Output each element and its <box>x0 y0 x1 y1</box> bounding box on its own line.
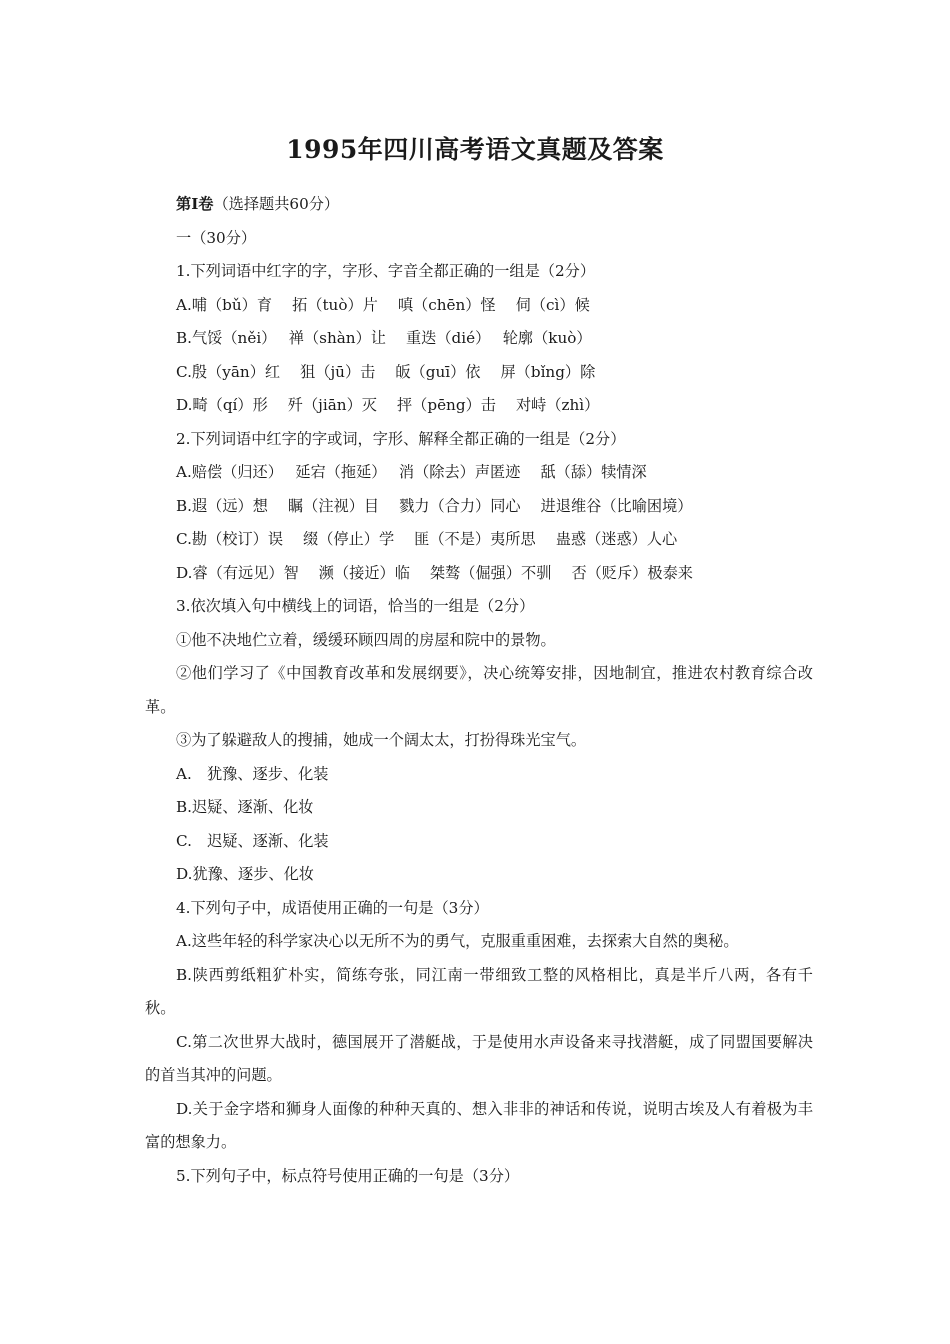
q5-stem: 5.下列句子中，标点符号使用正确的一句是（3分） <box>176 1166 520 1185</box>
q3-sentence-2: ②他们学习了《中国教育改革和发展纲要》，决心统筹安排，因地制宜，推进农村教育综合改革。 <box>145 664 813 716</box>
q2-stem: 2.下列词语中红字的字或词，字形、解释全都正确的一组是（2分） <box>176 429 626 448</box>
q2-option-c: C.勘（校订）误 缀（停止）学 匪（不是）夷所思 蛊惑（迷惑）人心 <box>176 530 678 548</box>
q3-option-b: B.迟疑、逐渐、化妆 <box>176 798 314 816</box>
q2-option-b: B.遐（远）想 瞩（注视）目 戮力（合力）同心 进退维谷（比喻困境） <box>176 496 693 515</box>
q4-option-d: D.关于金字塔和狮身人面像的种种天真的、想入非非的神话和传说，说明古埃及人有着极为丰富的想象力。 <box>145 1099 813 1151</box>
q4-stem: 4.下列句子中，成语使用正确的一句是（3分） <box>176 898 489 917</box>
q4-option-b: B.陕西剪纸粗犷朴实，简练夸张，同江南一带细致工整的风格相比，真是半斤八两，各有千秋。 <box>145 965 813 1017</box>
q4-option-c: C.第二次世界大战时，德国展开了潜艇战，于是使用水声设备来寻找潜艇，成了同盟国要解决的首当其冲的问题。 <box>145 1032 813 1084</box>
part-one-heading: 一（30分） <box>176 228 257 247</box>
q1-option-d: D.畸（qí）形 歼（jiān）灭 抨（pēng）击 对峙（zhì） <box>176 396 600 414</box>
q2-option-a: A.赔偿（归还） 延宕（拖延） 消（除去）声匿迹 舐（舔）犊情深 <box>176 463 647 481</box>
q2-option-d: D.睿（有远见）智 濒（接近）临 桀骜（倔强）不驯 否（贬斥）极泰来 <box>176 563 693 582</box>
q3-option-a: A. 犹豫、逐步、化装 <box>176 764 329 783</box>
q1-option-c: C.殷（yān）红 狙（jū）击 皈（guī）依 屏（bǐng）除 <box>176 362 596 381</box>
q3-option-c: C. 迟疑、逐渐、化装 <box>176 831 329 850</box>
document-body <box>145 188 813 1193</box>
q3-option-d: D.犹豫、逐步、化妆 <box>176 865 314 883</box>
q3-stem: 3.依次填入句中横线上的词语，恰当的一组是（2分） <box>176 597 535 615</box>
q3-sentence-1: ①他不决地伫立着，缓缓环顾四周的房屋和院中的景物。 <box>176 630 556 649</box>
page-title: 1995年四川高考语文真题及答案 <box>286 135 664 164</box>
section-heading-rest: （选择题共60分） <box>213 195 340 213</box>
q4-option-a: A.这些年轻的科学家决心以无所不为的勇气，克服重重困难，去探索大自然的奥秘。 <box>176 932 739 950</box>
q3-sentence-3: ③为了躲避敌人的搜捕，她成一个阔太太，打扮得珠光宝气。 <box>176 731 587 749</box>
section-heading <box>145 188 813 222</box>
q1-option-a: A.哺（bǔ）育 拓（tuò）片 嗔（chēn）怪 伺（cì）候 <box>176 295 590 314</box>
section-heading-bold: 第Ⅰ卷 <box>176 195 214 213</box>
q1-option-b: B.气馁（něi） 禅（shàn）让 重迭（dié） 轮廓（kuò） <box>176 329 592 347</box>
q1-stem: 1.下列词语中红字的字，字形、字音全都正确的一组是（2分） <box>176 262 596 280</box>
